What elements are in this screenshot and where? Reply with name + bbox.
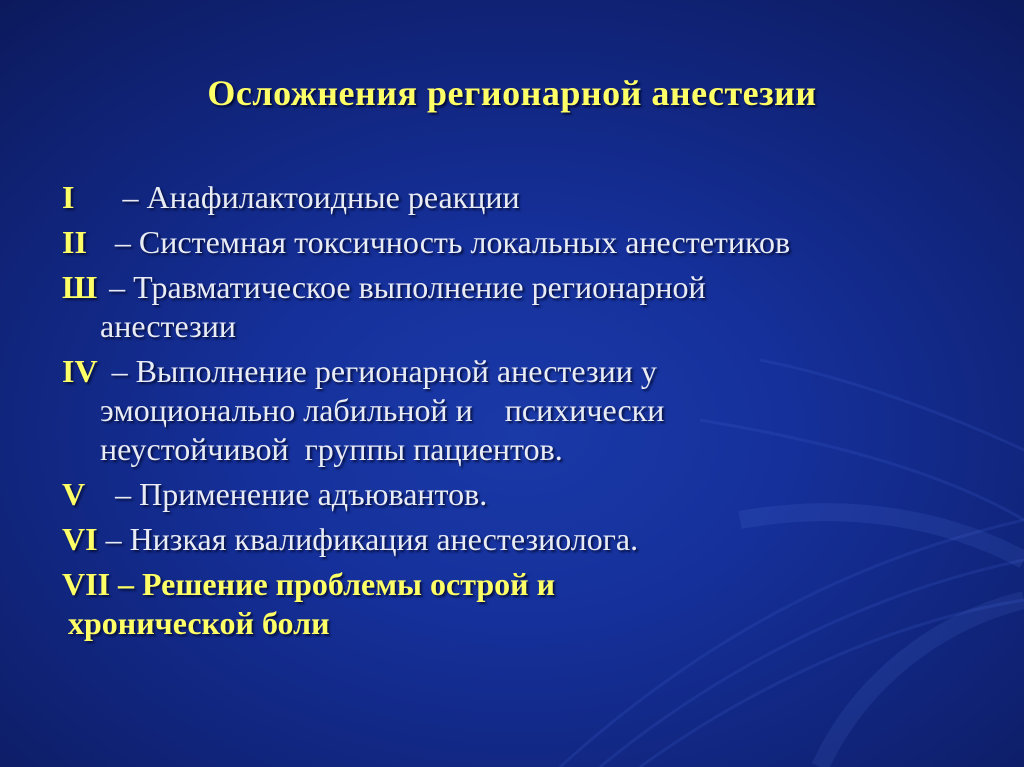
slide-title: Осложнения регионарной анестезии [207,73,817,113]
item-text-continuation: анестезии [100,308,236,344]
list-item [62,520,992,559]
item-dash: – [111,353,128,389]
item-text: Системная токсичность локальных анестетиков [138,224,791,260]
item-number: VII [62,566,111,602]
item-number: V [62,476,86,512]
list-item [62,475,992,514]
item-number: VI [62,521,98,557]
item-text-continuation: неустойчивой группы пациентов. [100,431,563,467]
item-text-highlighted-continuation: хронической боли [68,605,330,641]
item-dash: – [105,521,122,557]
item-text: Выполнение регионарной анестезии у [135,353,657,389]
item-dash: – [115,476,132,512]
item-dash: – [114,224,131,260]
item-text: Применение адъювантов. [139,476,488,512]
list-item [62,178,992,217]
item-number: I [62,179,75,215]
item-dash: – [122,179,139,215]
item-number: Ш [62,269,98,305]
item-text-continuation: эмоционально лабильной и психически [100,392,665,428]
list-item [62,223,992,262]
item-dash: – [109,269,126,305]
complications-list [62,178,992,649]
item-number: IV [62,353,98,389]
item-text-highlighted: Решение проблемы острой и [142,566,555,602]
item-text: Низкая квалификация анестезиолога. [129,521,639,557]
item-text: Травматическое выполнение регионарной [133,269,706,305]
item-text: Анафилактоидные реакции [146,179,520,215]
list-item [62,565,992,643]
list-item [62,352,992,469]
list-item [62,268,992,346]
item-dash: – [118,566,135,602]
item-number: II [62,224,87,260]
